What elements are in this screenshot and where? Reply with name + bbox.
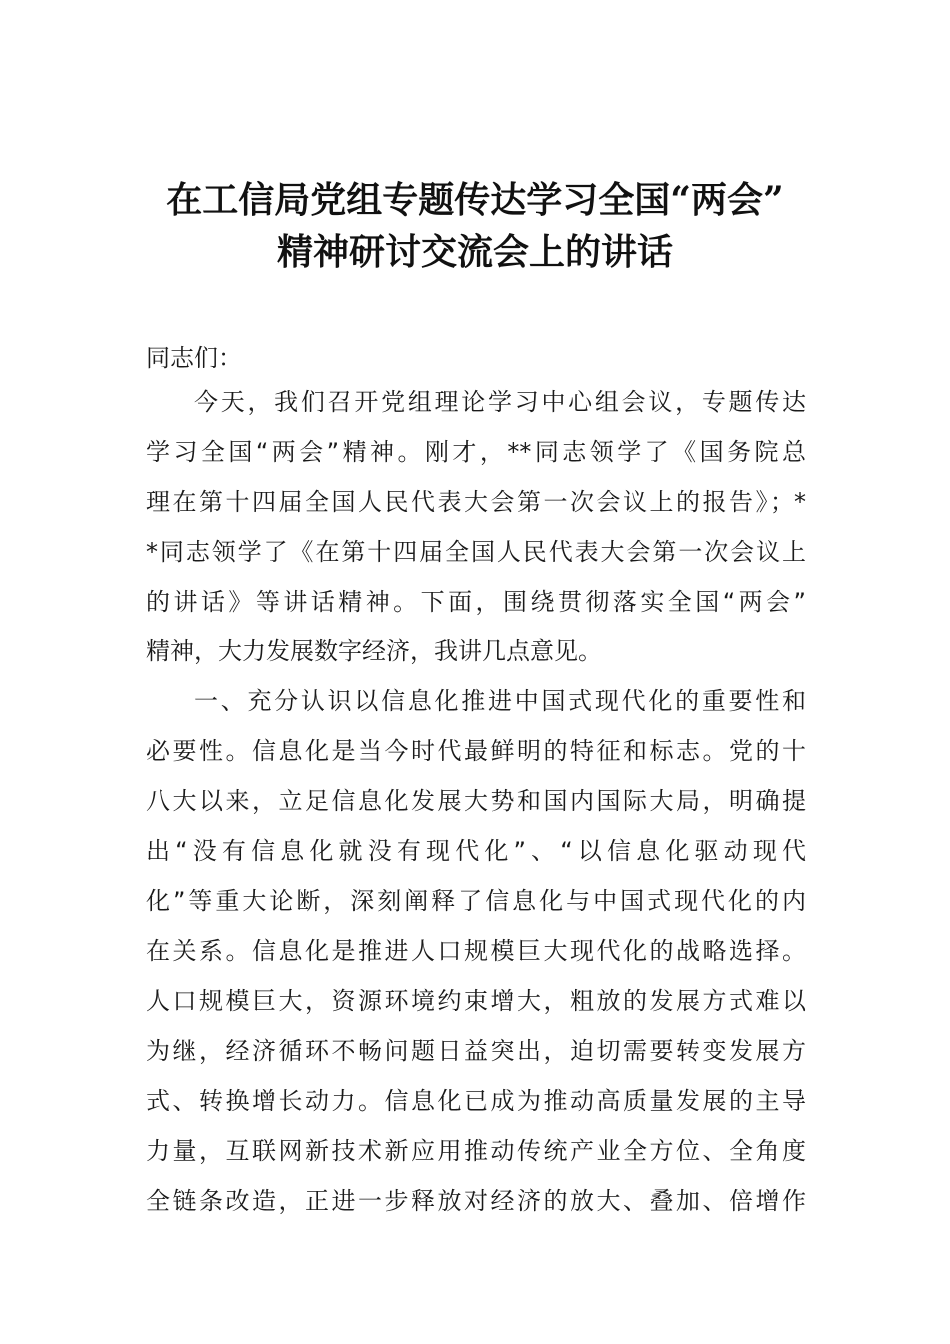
paragraph-line: 理在第十四届全国人民代表大会第一次会议上的报告》；* bbox=[146, 488, 806, 516]
paragraph-line: 学习全国“两会”精神。刚才，**同志领学了《国务院总 bbox=[146, 438, 806, 466]
salutation: 同志们： bbox=[146, 344, 242, 372]
paragraph-line: 八大以来，立足信息化发展大势和国内国际大局，明确提 bbox=[146, 787, 806, 815]
paragraph-line: 式、转换增长动力。信息化已成为推动高质量发展的主导 bbox=[146, 1087, 806, 1115]
paragraph-line: 在关系。信息化是推进人口规模巨大现代化的战略选择。 bbox=[146, 937, 806, 965]
document-title-line-1: 在工信局党组专题传达学习全国“两会” bbox=[166, 179, 784, 221]
paragraph-line: 一、充分认识以信息化推进中国式现代化的重要性和 bbox=[194, 687, 806, 715]
paragraph-line: 化”等重大论断，深刻阐释了信息化与中国式现代化的内 bbox=[146, 887, 806, 915]
paragraph-line: *同志领学了《在第十四届全国人民代表大会第一次会议上 bbox=[146, 538, 806, 566]
paragraph-line: 全链条改造，正进一步释放对经济的放大、叠加、倍增作 bbox=[146, 1187, 806, 1215]
document-title-line-2: 精神研讨交流会上的讲话 bbox=[276, 231, 673, 273]
paragraph-line: 的讲话》等讲话精神。下面，围绕贯彻落实全国“两会” bbox=[146, 588, 806, 616]
paragraph-line: 出“没有信息化就没有现代化”、“以信息化驱动现代 bbox=[146, 837, 806, 865]
paragraph-line: 精神，大力发展数字经济，我讲几点意见。 bbox=[146, 637, 602, 665]
paragraph-line: 为继，经济循环不畅问题日益突出，迫切需要转变发展方 bbox=[146, 1037, 806, 1065]
paragraph-line: 今天，我们召开党组理论学习中心组会议，专题传达 bbox=[194, 388, 806, 416]
paragraph-line: 必要性。信息化是当今时代最鲜明的特征和标志。党的十 bbox=[146, 737, 806, 765]
paragraph-line: 人口规模巨大，资源环境约束增大，粗放的发展方式难以 bbox=[146, 987, 806, 1015]
paragraph-line: 力量，互联网新技术新应用推动传统产业全方位、全角度 bbox=[146, 1137, 806, 1165]
